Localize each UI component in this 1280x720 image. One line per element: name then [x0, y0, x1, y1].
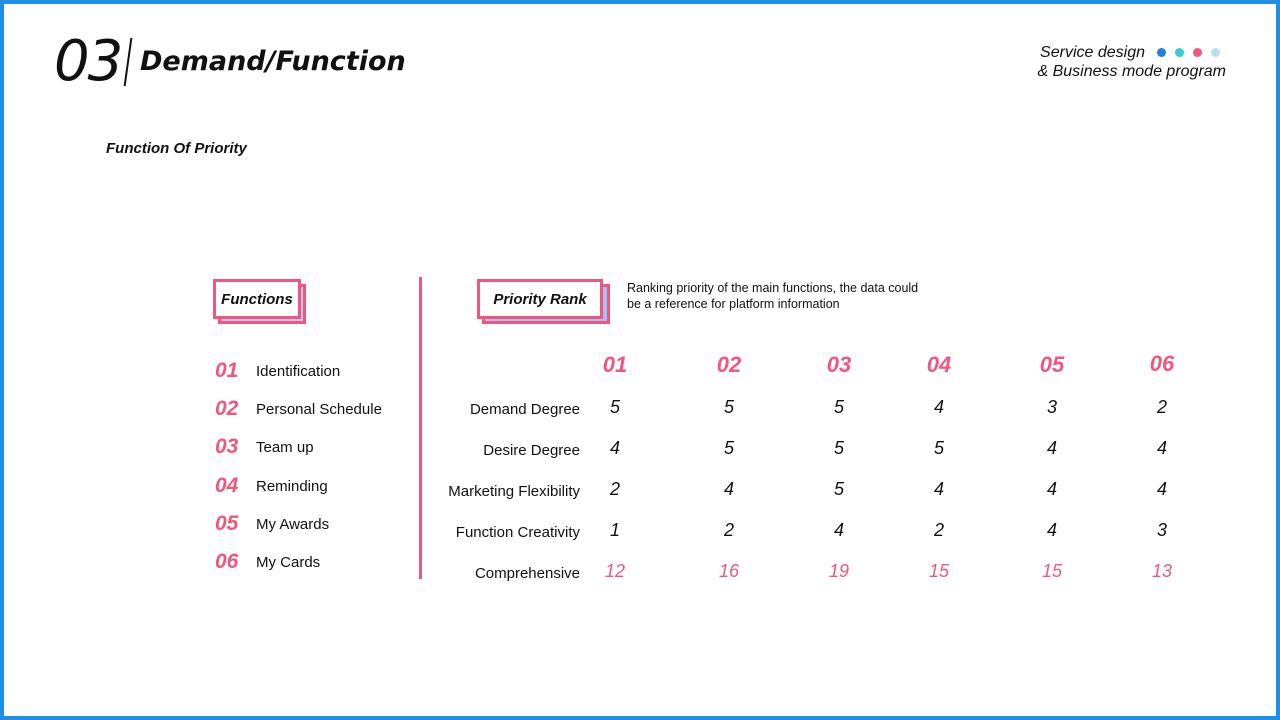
function-label: My Awards [256, 515, 330, 533]
row-label: Function Creativity [455, 524, 580, 541]
table-cell: 4 [933, 397, 945, 417]
brand-dots [1157, 48, 1220, 57]
function-item [215, 547, 320, 577]
table-cell: 5 [833, 438, 845, 458]
table-cell: 5 [723, 438, 735, 458]
table-cell: 5 [833, 397, 845, 417]
brand-line1: Service design [1040, 44, 1145, 61]
priority-description: Ranking priority of the main functions, the data could be a reference for platform information [627, 281, 919, 311]
table-cell: 5 [609, 397, 621, 417]
row-label: Marketing Flexibility [448, 483, 580, 500]
table-cell: 4 [609, 438, 621, 458]
dot-icon [1193, 48, 1202, 57]
function-label: Identification [256, 362, 341, 380]
total-cell: 19 [828, 561, 850, 581]
column-header: 01 [602, 352, 628, 377]
table-cell: 1 [609, 520, 621, 540]
row-label: Demand Degree [469, 401, 580, 418]
page-subtitle: Function Of Priority [106, 140, 247, 157]
total-cell: 15 [928, 561, 950, 581]
function-label: Team up [256, 438, 314, 456]
table-cell: 4 [1156, 438, 1168, 458]
total-cell: 13 [1151, 561, 1173, 581]
function-item [215, 509, 329, 539]
total-cell: 15 [1041, 561, 1063, 581]
total-cell: 12 [604, 561, 626, 581]
function-item [215, 432, 314, 462]
table-cell: 2 [723, 520, 735, 540]
function-item [215, 356, 340, 386]
table-cell: 5 [833, 479, 845, 499]
column-header: 06 [1149, 351, 1175, 376]
table-cell: 4 [1046, 520, 1058, 540]
brand-block [1037, 43, 1226, 81]
column-header: 03 [826, 352, 852, 377]
column-header: 05 [1039, 352, 1065, 377]
function-number: 03 [215, 435, 239, 458]
function-number: 04 [215, 474, 239, 497]
table-cell: 4 [1046, 479, 1058, 499]
function-label: My Cards [256, 553, 321, 571]
dot-icon [1175, 48, 1184, 57]
section-title: Demand/Function [140, 46, 406, 77]
function-number: 05 [215, 512, 239, 535]
column-header: 02 [716, 352, 742, 377]
brand-line2: & Business mode program [1037, 63, 1226, 80]
row-label: Desire Degree [483, 442, 580, 459]
function-item [215, 394, 382, 424]
column-header: 04 [926, 352, 952, 377]
section-number: 03 [54, 29, 122, 94]
function-label: Reminding [256, 477, 328, 495]
function-number: 01 [215, 359, 239, 382]
table-cell: 3 [1156, 520, 1168, 540]
function-item [215, 471, 328, 501]
table-cell: 4 [1046, 438, 1058, 458]
dot-icon [1157, 48, 1166, 57]
table-cell: 5 [933, 438, 945, 458]
table-cell: 2 [609, 479, 621, 499]
table-cell: 2 [1156, 397, 1168, 417]
vertical-divider [419, 277, 422, 579]
functions-tag: Functions [213, 279, 301, 319]
function-number: 02 [215, 397, 239, 420]
dot-icon [1211, 48, 1220, 57]
table-cell: 4 [833, 520, 845, 540]
table-cell: 3 [1046, 397, 1058, 417]
function-number: 06 [215, 550, 239, 573]
row-label: Comprehensive [474, 565, 580, 582]
table-cell: 4 [933, 479, 945, 499]
priority-tag: Priority Rank [477, 279, 603, 319]
table-cell: 4 [723, 479, 735, 499]
function-label: Personal Schedule [256, 400, 382, 418]
total-cell: 16 [718, 561, 740, 581]
table-cell: 5 [723, 397, 735, 417]
table-cell: 2 [933, 520, 945, 540]
table-cell: 4 [1156, 479, 1168, 499]
